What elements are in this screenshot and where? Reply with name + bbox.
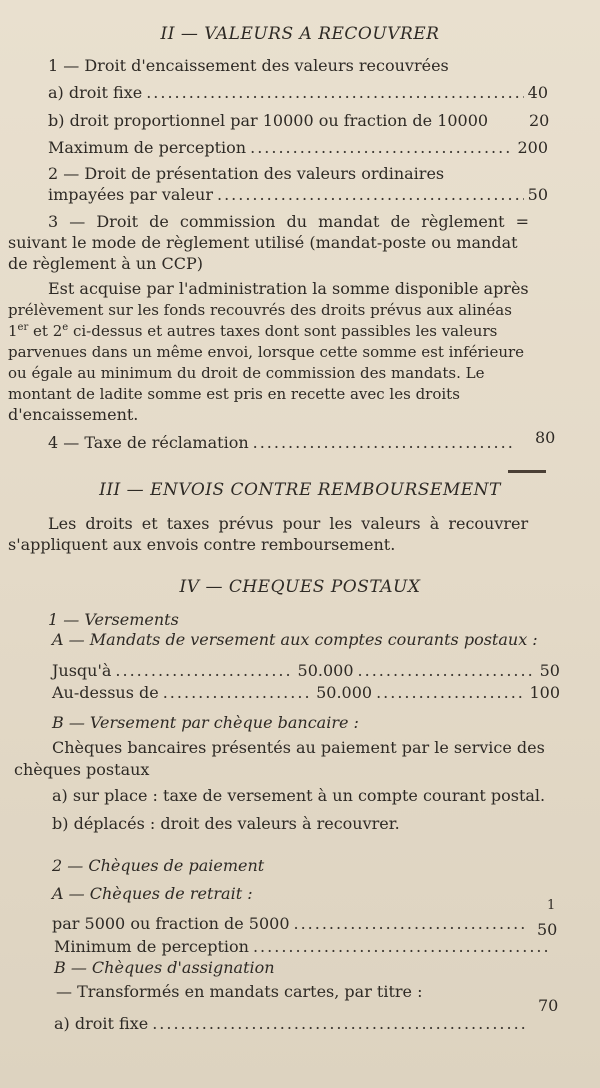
paragraph-line-7: d'encaissement. [8, 405, 139, 424]
reclamation-label: 4 — Taxe de réclamation [48, 433, 249, 452]
paragraph-line-2: prélèvement sur les fonds recouvrés des droits prévus aux alinéas [8, 301, 512, 319]
paragraph-line-5: ou égale au minimum du droit de commission des mandats. Le [8, 364, 485, 382]
droit-proportionnel-label: b) droit proportionnel par 10000 ou fraction de 10000 [48, 111, 489, 130]
reclamation-value: 80 [535, 428, 556, 447]
row-jusqua [52, 661, 560, 681]
row-maximum-perception [48, 138, 548, 158]
au-dessus-amount: 50.000 [316, 683, 373, 702]
ordinal-1-suffix: er [17, 322, 29, 333]
paragraph-line-3-rest: ci-dessus et autres taxes dont sont passibles les valeurs [72, 322, 498, 340]
section-4-heading: IV — CHEQUES POSTAUX [179, 577, 421, 597]
jusqua-amount: 50.000 [297, 661, 354, 680]
section-3-heading: III — ENVOIS CONTRE REMBOURSEMENT [99, 480, 501, 500]
paragraph-line-4: parvenues dans un même envoi, lorsque cette somme est inférieure [8, 343, 525, 361]
section-3-line-2: s'appliquent aux envois contre remboursement. [8, 535, 396, 554]
leader-dots [250, 138, 513, 158]
row-par-5000 [52, 914, 532, 934]
droit-fixe-label: a) droit fixe [48, 83, 143, 102]
cheque-sur-place: a) sur place : taxe de versement à un compte courant postal. [52, 786, 546, 805]
retrait-value: 1 [547, 898, 556, 913]
cheques-assignation-heading: B — Chèques d'assignation [54, 958, 275, 977]
leader-dots [217, 185, 524, 205]
leader-dots [152, 1014, 525, 1034]
au-dessus-value: 100 [529, 683, 560, 702]
row-au-dessus [52, 683, 560, 703]
leader-dots [253, 433, 516, 453]
maximum-perception-value: 200 [517, 138, 548, 157]
leader-dots [376, 683, 525, 703]
minimum-perception-label: Minimum de perception [54, 937, 249, 956]
maximum-perception-label: Maximum de perception [48, 138, 247, 157]
droit-fixe-2-label: a) droit fixe [54, 1014, 149, 1033]
droit-fixe-2-value: 70 [538, 996, 559, 1015]
leader-dots [358, 661, 536, 681]
section-2-item-2: 2 — Droit de présentation des valeurs ordinaires [48, 164, 445, 183]
cheque-bancaire-line-1: Chèques bancaires présentés au paiement par le service des [52, 738, 545, 757]
cheque-bancaire-line-2: chèques postaux [14, 760, 150, 779]
section-divider [508, 470, 546, 473]
row-droit-fixe-2 [54, 1014, 529, 1034]
cheques-retrait-heading: A — Chèques de retrait : [52, 884, 253, 903]
droit-proportionnel-value: 20 [529, 111, 550, 130]
minimum-perception-value: 50 [537, 920, 558, 939]
section-2-heading: II — VALEURS A RECOUVRER [160, 24, 440, 44]
au-dessus-label: Au-dessus de [52, 683, 159, 702]
impayees-value: 50 [527, 185, 548, 204]
leader-dots [115, 661, 293, 681]
jusqua-value: 50 [539, 661, 560, 680]
paragraph-line-1: Est acquise par l'administration la somme disponible après [48, 279, 529, 298]
paragraph-line-6: montant de ladite somme est pris en recette avec les droits [8, 385, 460, 403]
leader-dots [146, 83, 523, 103]
transformes-line: — Transformés en mandats cartes, par titre : [56, 982, 423, 1001]
leader-dots [294, 914, 529, 934]
row-reclamation [48, 433, 520, 453]
cheque-bancaire-heading: B — Versement par chèque bancaire : [52, 713, 359, 732]
item-3-line-2: suivant le mode de règlement utilisé (mandat-poste ou mandat [8, 233, 518, 252]
item-3-line-3: de règlement à un CCP) [8, 254, 204, 273]
versements-heading: 1 — Versements [48, 610, 179, 629]
row-minimum-perception [54, 937, 554, 957]
row-droit-fixe [48, 83, 548, 103]
section-3-line-1: Les droits et taxes prévus pour les valeurs à recouvrer [48, 514, 529, 533]
impayees-label: impayées par valeur [48, 185, 213, 204]
mandats-heading: A — Mandats de versement aux comptes courants postaux : [52, 630, 538, 649]
ordinal-1: 1 [8, 322, 18, 340]
jusqua-label: Jusqu'à [52, 661, 112, 680]
leader-dots [253, 937, 550, 957]
paragraph-line-3 [8, 321, 497, 341]
leader-dots [163, 683, 312, 703]
row-impayees [48, 185, 548, 205]
droit-fixe-value: 40 [527, 83, 548, 102]
par-5000-label: par 5000 ou fraction de 5000 [52, 914, 290, 933]
section-2-item-1: 1 — Droit d'encaissement des valeurs recouvrées [48, 56, 449, 75]
section-2-item-3: 3 — Droit de commission du mandat de règlement = [48, 212, 530, 231]
cheque-deplaces: b) déplacés : droit des valeurs à recouvrer. [52, 814, 400, 833]
cheques-paiement-heading: 2 — Chèques de paiement [52, 856, 265, 875]
ordinal-2: et 2 [33, 322, 63, 340]
ordinal-2-suffix: e [62, 322, 69, 333]
